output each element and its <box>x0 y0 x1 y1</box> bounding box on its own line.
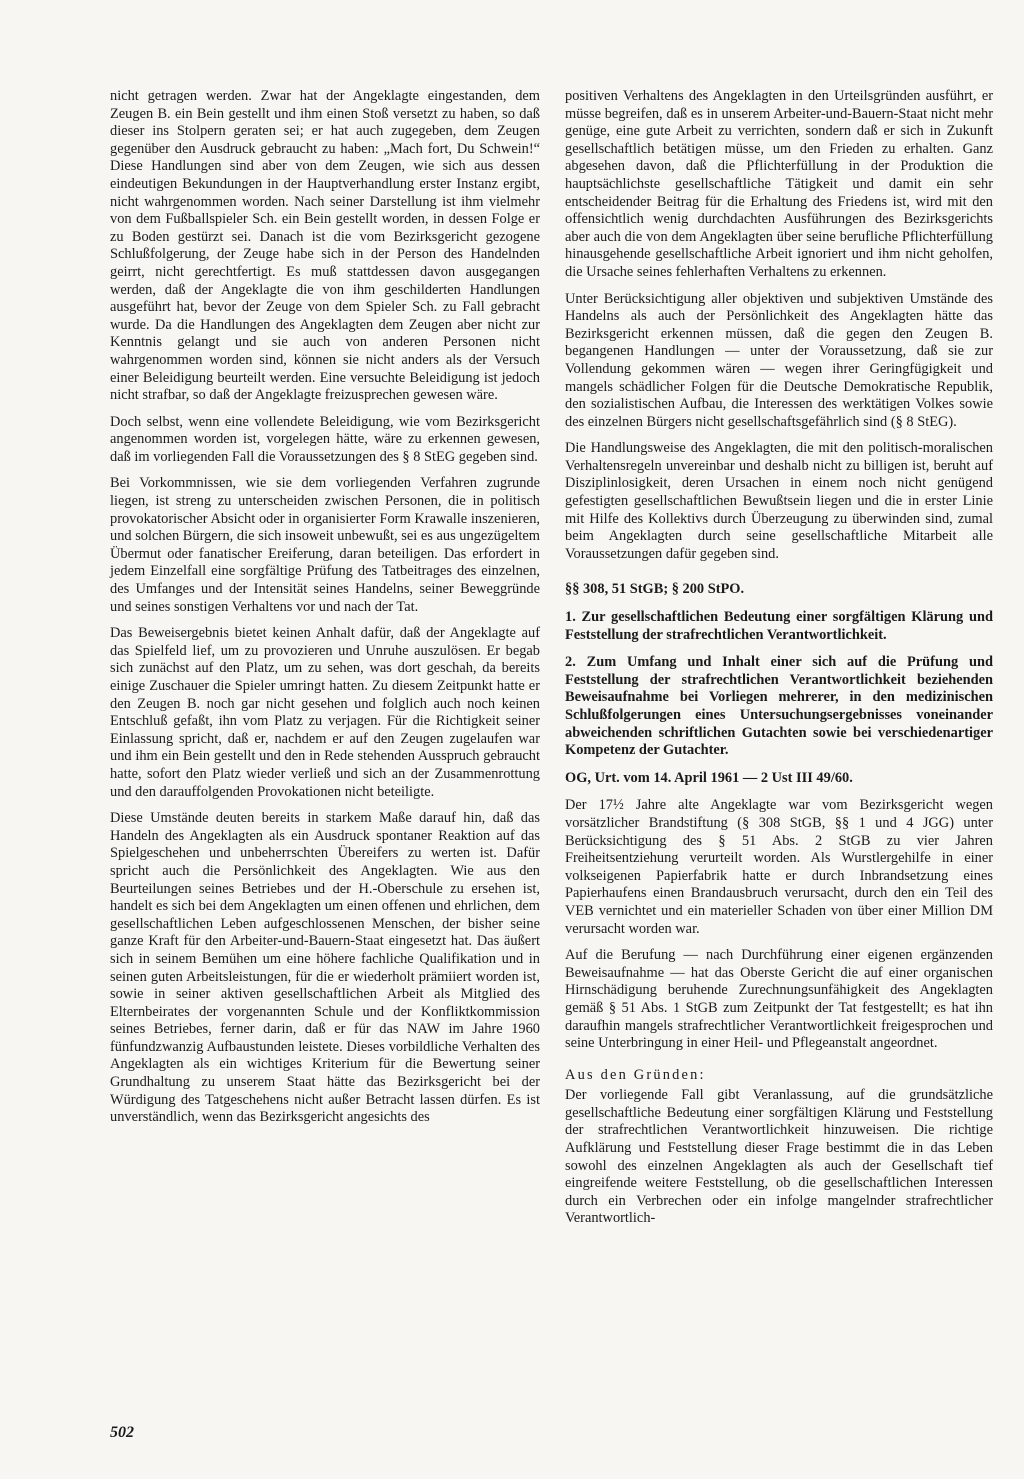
body-paragraph: positiven Verhaltens des Angeklagten in den Urteilsgründen ausführt, er müsse begreifen, daß es in unserem Arbeiter-und-Bauern-Staat nicht mehr genüge, eine gute Arbeit zu verrichten, sondern daß er sich in Zukunft gesellschaftlich betätigen müsse, um den Frieden zu erhalten. Ganz abgesehen davon, daß die Pflichterfüllung in der Produktion die hauptsächlichste gesellschaftliche Tätigkeit und damit ein sehr entscheidender Beitrag für die Erhaltung des Friedens ist, wird mit den offensichtlich wenig durchdachten Ausführungen des Bezirksgerichts aber auch die von dem Angeklagten über seine berufliche Pflichterfüllung hinausgehende gesellschaftliche Arbeit ignoriert und ihm nicht geholfen, die Ursache seines fehlerhaften Verhaltens zu erkennen. <box>565 88 993 280</box>
headnote-2: 2. Zum Umfang und Inhalt einer sich auf die Prüfung und Feststellung der strafrechtlichen Verantwortlichkeit beziehenden Beweisaufnahme bei Vorliegen mehrerer, in den medizinischen Schlußfolgerungen eines Untersuchungsergebnisses voneinander abweichenden schriftlichen Gutachten sowie bei verschiedenartiger Kompetenz der Gutachter. <box>565 654 993 759</box>
body-paragraph: Auf die Berufung — nach Durchführung einer eigenen ergänzenden Beweisaufnahme — hat das Oberste Gericht die auf einer organischen Hirnschädigung beruhende Zurechnungsunfähigkeit des Angeklagten gemäß § 51 Abs. 1 StGB zum Zeitpunkt der Tat festgestellt; es hat ihn daraufhin mangels strafrechtlicher Verantwortlichkeit freigesprochen und seine Unterbringung in einer Heil- und Pflegeanstalt angeordnet. <box>565 947 993 1052</box>
body-paragraph: Doch selbst, wenn eine vollendete Beleidigung, wie vom Bezirksgericht angenommen worden ist, vorgelegen hätte, wäre zu erkennen gewesen, daß im vorliegenden Fall die Voraussetzungen des § 8 StEG gegeben sind. <box>110 413 540 465</box>
body-paragraph: Die Handlungsweise des Angeklagten, die mit den politisch-moralischen Verhaltensregeln unvereinbar und deshalb nicht zu billigen ist, beruht auf Disziplinlosigkeit, deren Ursachen in einem noch nicht genügend gefestigten gesellschaftlichen Bewußtsein liegen und die in erster Linie mit Hilfe des Kollektivs durch Überzeugung zu überwinden sind, zumal beim Angeklagten durch seine gesellschaftliche Mitarbeit alle Voraussetzungen dafür gegeben sind. <box>565 440 993 562</box>
body-paragraph: Unter Berücksichtigung aller objektiven und subjektiven Umstände des Handelns als auch der Persönlichkeit des Angeklagten hätte das Bezirksgericht erkennen müssen, daß die gegen den Zeugen B. begangenen Handlungen — unter der Voraussetzung, daß sie zur Vollendung gekommen wären — wegen ihrer Geringfügigkeit und mangels schädlicher Folgen für die Deutsche Demokratische Republik, den sozialistischen Aufbau, die Interessen des werktätigen Volkes sowie des einzelnen Bürgers nicht gesellschaftsgefährlich sind (§ 8 StEG). <box>565 290 993 430</box>
right-column <box>565 88 993 1237</box>
statute-heading: §§ 308, 51 StGB; § 200 StPO. <box>565 581 745 598</box>
left-column <box>110 88 540 1136</box>
page-number: 502 <box>110 1424 134 1441</box>
body-paragraph: Der vorliegende Fall gibt Veranlassung, auf die grundsätzliche gesellschaftliche Bedeutung einer sorgfältigen Klärung und Feststellung der strafrechtlichen Verantwortlichkeit hinzuweisen. Die richtige Aufklärung und Feststellung dieser Frage bestimmt die in das Leben sowohl des einzelnen Angeklagten als auch der Gesellschaft tief eingreifende weitere Feststellung, ob die gesellschaftlichen Interessen durch ein Verbrechen oder ein infolge mangelnder strafrechtlicher Verantwortlich- <box>565 1087 993 1227</box>
body-paragraph: Bei Vorkommnissen, wie sie dem vorliegenden Verfahren zugrunde liegen, ist streng zu unterscheiden zwischen Personen, die in politisch provokatorischer Absicht oder in organisierter Form Krawalle inszenieren, und solchen Bürgern, die sich insoweit unbewußt, sei es aus ungezügeltem Übermut oder fanatischer Ereiferung, daran beteiligen. Das erfordert in jedem Einzelfall eine sorgfältige Prüfung des Tatbeitrages des einzelnen, des Umfanges und der Intensität seines Handelns, seiner Beweggründe und seines sonstigen Verhaltens vor und nach der Tat. <box>110 475 540 615</box>
body-paragraph: Das Beweisergebnis bietet keinen Anhalt dafür, daß der Angeklagte auf das Spielfeld lief, um zu provozieren und Unruhe auszulösen. Er begab sich zunächst auf den Platz, um zu sehen, was dort geschah, da bereits einige Zuschauer die Spieler umringt hatten. Zu diesem Zeitpunkt hatte er den Zeugen B. noch gar nicht gesehen und folglich auch noch keinen Entschluß gefaßt, ihn vom Platz zu verjagen. Für die Richtigkeit seiner Einlassung spricht, daß er, nachdem er auf den Zeugen zugelaufen war und ihm ein Bein gestellt und den in Rede stehenden Ausspruch gebraucht hatte, sofort den Platz wieder verließ und sich an der Zusammenrottung und den darauffolgenden Provokationen nicht beteiligte. <box>110 625 540 800</box>
body-paragraph: Diese Umstände deuten bereits in starkem Maße darauf hin, daß das Handeln des Angeklagten als ein Ausdruck spontaner Reaktion auf das Spielgeschehen und unbeherrschten Übereifers zu werten ist. Dafür spricht auch die Persönlichkeit des Angeklagten. Wie aus den Beurteilungen seines Betriebes und der H.-Oberschule zu ersehen ist, handelt es sich bei dem Angeklagten um einen offenen und ehrlichen, dem gesellschaftlichen Leben aufgeschlossenen Menschen, der bisher seine ganze Kraft für den Arbeiter-und-Bauern-Staat eingesetzt hat. Das äußert sich in seinem Bemühen um eine höhere fachliche Qualifikation und in seinen guten Arbeitsleistungen, für die er wiederholt prämiiert worden ist, sowie in seiner aktiven gesellschaftlichen Arbeit als Mitglied des Elternbeirates der vorgenannten Schule und der Konfliktkommission seines Betriebes, ferner darin, daß er für das NAW im Jahre 1960 fünfundzwanzig Aufbaustunden leistete. Dieses vorbildliche Verhalten des Angeklagten als ein wichtiges Kriterium für die Bewertung seiner Grundhaltung zu unserem Staat hätte das Bezirksgericht bei der Würdigung des Tatgeschehens nicht außer Betracht lassen dürfen. Es ist unverständlich, wenn das Bezirksgericht angesichts des <box>110 810 540 1126</box>
body-paragraph: Der 17½ Jahre alte Angeklagte war vom Bezirksgericht wegen vorsätzlicher Brandstiftung (§ 308 StGB, §§ 1 und 4 JGG) unter Berücksichtigung des § 51 Abs. 2 StGB zu vier Jahren Freiheitsentziehung verurteilt worden. Als Wurstlergehilfe in einer volkseigenen Papierfabrik hatte er durch Inbrandsetzung eines Papierhaufens einen Brandausbruch verursacht, durch den ein Teil des VEB vernichtet und ein materieller Schaden von über einer Million DM verursacht worden war. <box>565 797 993 937</box>
reasons-heading: Aus den Gründen: <box>565 1066 706 1083</box>
headnote-1: 1. Zur gesellschaftlichen Bedeutung einer sorgfältigen Klärung und Feststellung der strafrechtlichen Verantwortlichkeit. <box>565 609 993 643</box>
body-paragraph: nicht getragen werden. Zwar hat der Angeklagte eingestanden, dem Zeugen B. ein Bein gestellt und ihm einen Stoß versetzt zu haben, so daß dieser ins Stolpern geraten sei; er hat auch zugegeben, dem Zeugen gegenüber den Ausdruck gebraucht zu haben: „Mach fort, Du Schwein!“ Diese Handlungen sind aber von dem Zeugen, wie sich aus dessen eindeutigen Bekundungen in der Hauptverhandlung erster Instanz ergibt, nicht wahrgenommen worden. Nach seiner Darstellung ist ihm vielmehr von dem Fußballspieler Sch. ein Bein gestellt worden, in dessen Folge er zu Boden gestürzt sei. Danach ist die vom Bezirksgericht gezogene Schlußfolgerung, der Zeuge habe sich in der Person des Handelnden geirrt, nicht gerechtfertigt. Es muß stattdessen davon ausgegangen werden, daß der Angeklagte die von ihm geschilderten Handlungen ausgeführt hat, bevor der Zeuge von dem Spieler Sch. zu Fall gebracht wurde. Da die Handlungen des Angeklagten dem Zeugen aber nicht zur Kenntnis gelangt und sie auch von anderen Personen nicht wahrgenommen worden sind, können sie nicht anders als der Versuch einer Beleidigung beurteilt werden. Eine versuchte Beleidigung ist jedoch nicht strafbar, so daß der Angeklagte freizusprechen gewesen wäre. <box>110 88 540 404</box>
decision-citation: OG, Urt. vom 14. April 1961 — 2 Ust III 49/60. <box>565 769 853 786</box>
